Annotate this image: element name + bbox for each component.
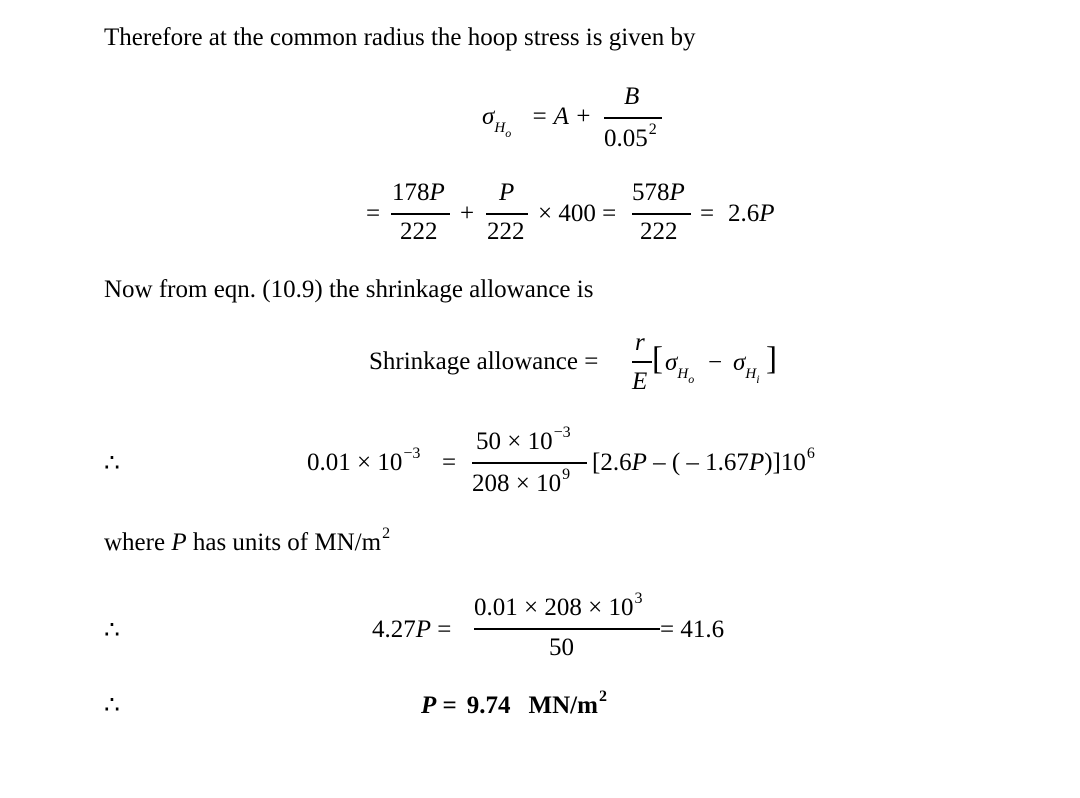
eq1-fraction-bar [604, 117, 662, 119]
sigma-symbol: σ [482, 103, 495, 130]
eq6-final-result: P = 9.74 $MN/m^2$ [421, 688, 607, 719]
eq3-left-bracket: [ [652, 341, 663, 377]
eq2-f2-bar [486, 213, 528, 215]
eq5-fraction-bar [474, 628, 660, 630]
paragraph-shrinkage-intro: Now from eqn. (10.9) the shrinkage allowance is [104, 276, 594, 303]
eq3-sigma-h-i: $\sigma_{H_i}$ [733, 349, 760, 386]
eq3-right-bracket: ] [766, 341, 777, 377]
eq2-f2-numerator: P [499, 179, 515, 206]
eq2-f1-bar [391, 213, 450, 215]
eq2-f3-denominator: 222 [640, 218, 678, 245]
eq5-denominator: 50 [549, 634, 574, 661]
eq4-equals: = [442, 449, 457, 476]
eq3-label: Shrinkage allowance = [369, 348, 599, 375]
eq4-numerator: $50 \times 10^{-3}$ [476, 424, 571, 455]
eq2-f2-denominator: 222 [487, 218, 525, 245]
paragraph-units-note: where P has units of $MN/m^2$ [104, 525, 391, 556]
eq5-therefore: ∴ [104, 617, 120, 644]
eq4-therefore: ∴ [104, 450, 120, 477]
eq3-sigma-h-o: $\sigma_{H_o}$ [665, 349, 695, 386]
eq4-rhs: [2.6P – ( – $1.67P)]10^6$ [592, 445, 815, 476]
eq2-times-400-equals: × 400 = [538, 200, 617, 227]
eq2-result: 2.6P [728, 200, 775, 227]
eq2-f1-numerator: 178P [392, 179, 445, 206]
eq3-fraction-bar [632, 361, 652, 363]
eq3-denominator: E [632, 368, 648, 395]
eq4-denominator: $208 \times 10^9$ [472, 466, 571, 497]
eq2-result-equals: = [700, 200, 715, 227]
eq4-lhs: $0.01 \times 10^{-3}$ [307, 445, 421, 476]
eq2-plus: + [460, 200, 475, 227]
eq5-numerator: $0.01 \times 208 \times 10^3$ [474, 590, 643, 621]
eq5-result: = 41.6 [660, 616, 725, 643]
eq1-sigma-h-o [482, 103, 512, 140]
eq6-therefore: ∴ [104, 692, 120, 719]
subscript-o: o [505, 126, 512, 140]
eq2-f1-denominator: 222 [400, 218, 438, 245]
eq2-f3-numerator: 578P [632, 179, 685, 206]
eq1-denominator: 0.05$^2$ [604, 121, 657, 152]
eq2-f3-bar [632, 213, 691, 215]
subscript-h: H [494, 120, 506, 136]
eq3-numerator: r [635, 329, 645, 356]
eq1-equals-a-plus: = A + [531, 103, 592, 130]
eq5-lhs: 4.27P = [372, 616, 452, 643]
eq3-minus: − [708, 349, 723, 376]
eq4-fraction-bar [472, 462, 587, 464]
eq2-leading-equals: = [366, 200, 381, 227]
eq1-numerator: B [624, 83, 640, 110]
paragraph-hoop-stress-intro: Therefore at the common radius the hoop stress is given by [104, 24, 696, 51]
